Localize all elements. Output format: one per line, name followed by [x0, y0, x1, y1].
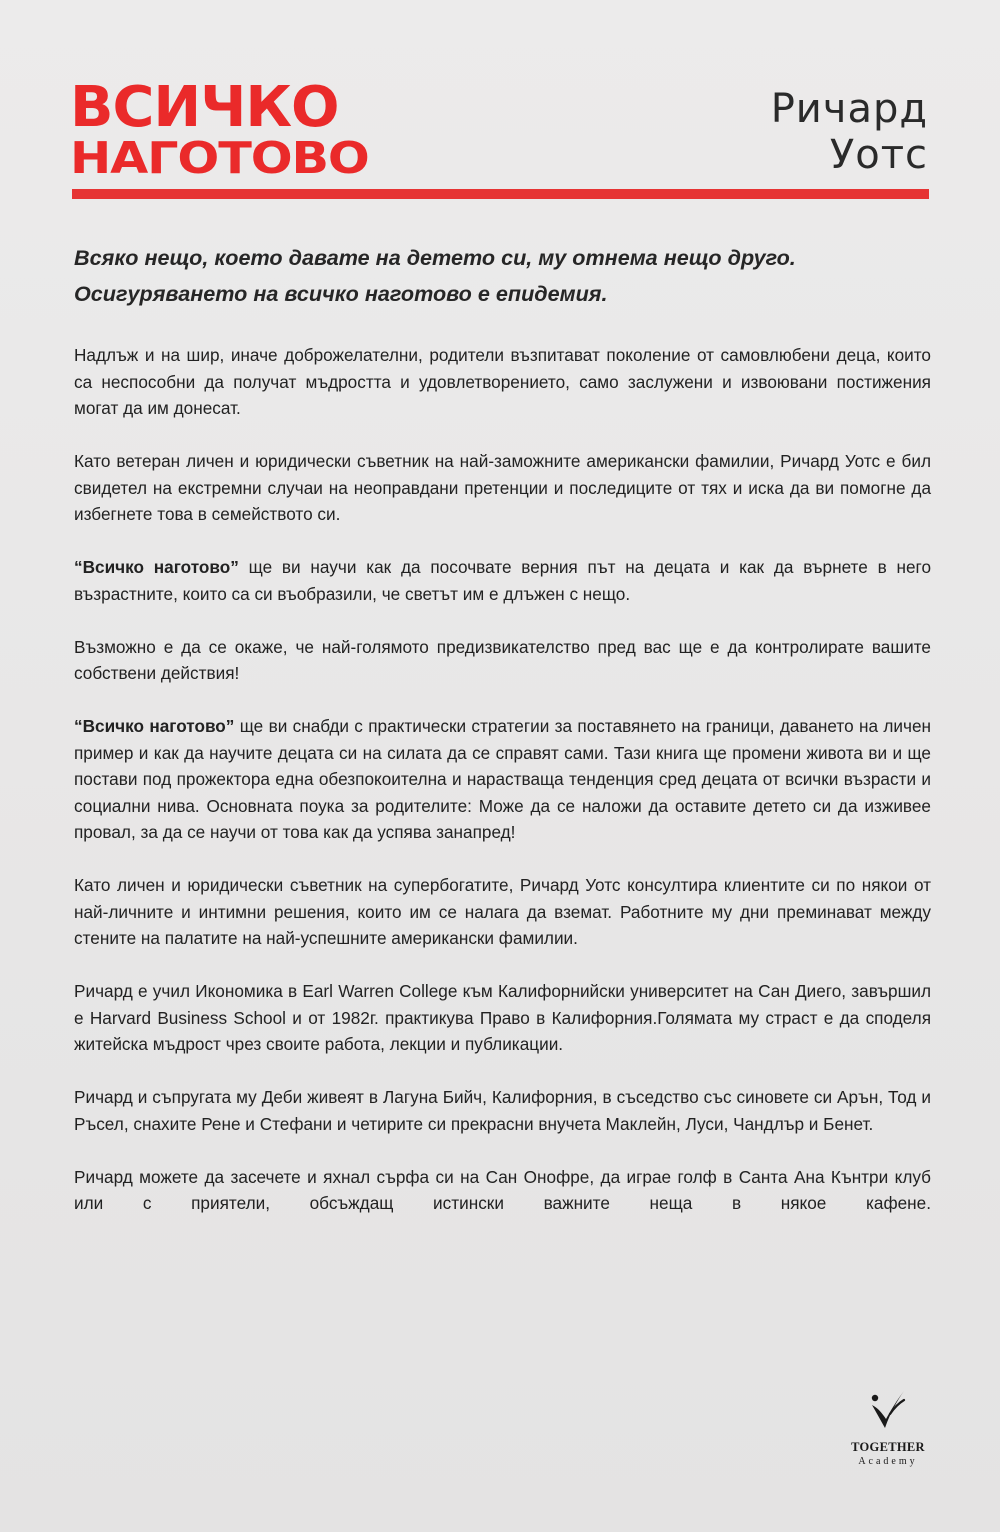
title-line-1: ВСИЧКО — [70, 75, 339, 140]
author-name — [771, 86, 928, 178]
author-first-name: Ричард — [770, 86, 928, 132]
blurb-body — [74, 342, 931, 1243]
author-last-name: Уотс — [829, 132, 928, 178]
book-title — [70, 75, 369, 184]
paragraph-7: Ричард е учил Икономика в Earl Warren College към Калифорнийски университет на Сан Диего, завършил е Harvard Business School и от 1982г. практикува Право в Калифорния.Голямата му страст е да споделя житейска мъдрост чрез своите работа, лекции и публикации. — [74, 981, 931, 1054]
paragraph-5-text: ще ви снабди с практически стратегии за поставянето на граници, даването на личен пример и как да научите децата си на силата да се справят сами. Тази книга ще промени живота ви и ще постави под прожектора една обезпокоителна и нарастваща тенденция сред децата от всички възрасти и социални нива. Основната поука за родителите: Може да се наложи да оставите детето си да изживее провал, за да се научи от това как да успява занапред! — [74, 716, 931, 842]
title-divider — [72, 189, 929, 199]
paragraph-3-text: ще ви научи как да посочвате верния път на децата и как да върнете в него възрастните, които са си въобразили, че светът им е длъжен с нещо. — [74, 557, 931, 604]
tagline-line-2: Осигуряването на всичко наготово е епидемия. — [74, 281, 608, 306]
paragraph-5 — [74, 713, 931, 846]
tagline — [74, 240, 934, 312]
paragraph-3 — [74, 554, 931, 607]
title-line-2: НАГОТОВО — [70, 133, 369, 184]
paragraph-6: Като личен и юридически съветник на супербогатите, Ричард Уотс консултира клиентите си по някои от най-личните и интимни решения, които им се налага да вземат. Работните му дни преминават между стените на палатите на най-успешните американски фамилии. — [74, 875, 931, 948]
paragraph-9: Ричард можете да засечете и яхнал сърфа си на Сан Онофре, да играе голф в Санта Ана Кънтри клуб или с приятели, обсъждащ истински важните неща в някое кафене. — [74, 1166, 931, 1213]
book-title-mention: “Всичко наготово” — [74, 557, 239, 577]
paragraph-8: Ричард и съпругата му Деби живеят в Лагуна Бийч, Калифорния, в съседство със синовете си Арън, Тод и Ръсел, снахите Рене и Стефани и четирите си прекрасни внучета Маклейн, Луси, Чандлър и Бенет. — [74, 1087, 931, 1134]
figure-check-icon — [866, 1388, 910, 1434]
tagline-line-1: Всяко нещо, което давате на детето си, му отнема нещо друго. — [74, 245, 796, 270]
publisher-subname: Academy — [858, 1456, 918, 1467]
paragraph-2: Като ветеран личен и юридически съветник на най-заможните американски фамилии, Ричард Уотс е бил свидетел на екстремни случаи на неоправдани претенции и последиците от тях и иска да ви помогне да избегнете това в семейството си. — [74, 451, 931, 524]
publisher-name: TOGETHER — [851, 1440, 925, 1454]
publisher-logo — [838, 1388, 938, 1467]
paragraph-4: Възможно е да се окаже, че най-голямото предизвикателство пред вас ще е да контролирате вашите собствени действия! — [74, 636, 931, 683]
paragraph-1: Надлъж и на шир, иначе доброжелателни, родители възпитават поколение от самовлюбени деца, които са неспособни да получат мъдростта и удовлетворението, само заслужени и извоювани постижения могат да им донесат. — [74, 345, 931, 418]
book-title-mention: “Всичко наготово” — [74, 716, 235, 736]
